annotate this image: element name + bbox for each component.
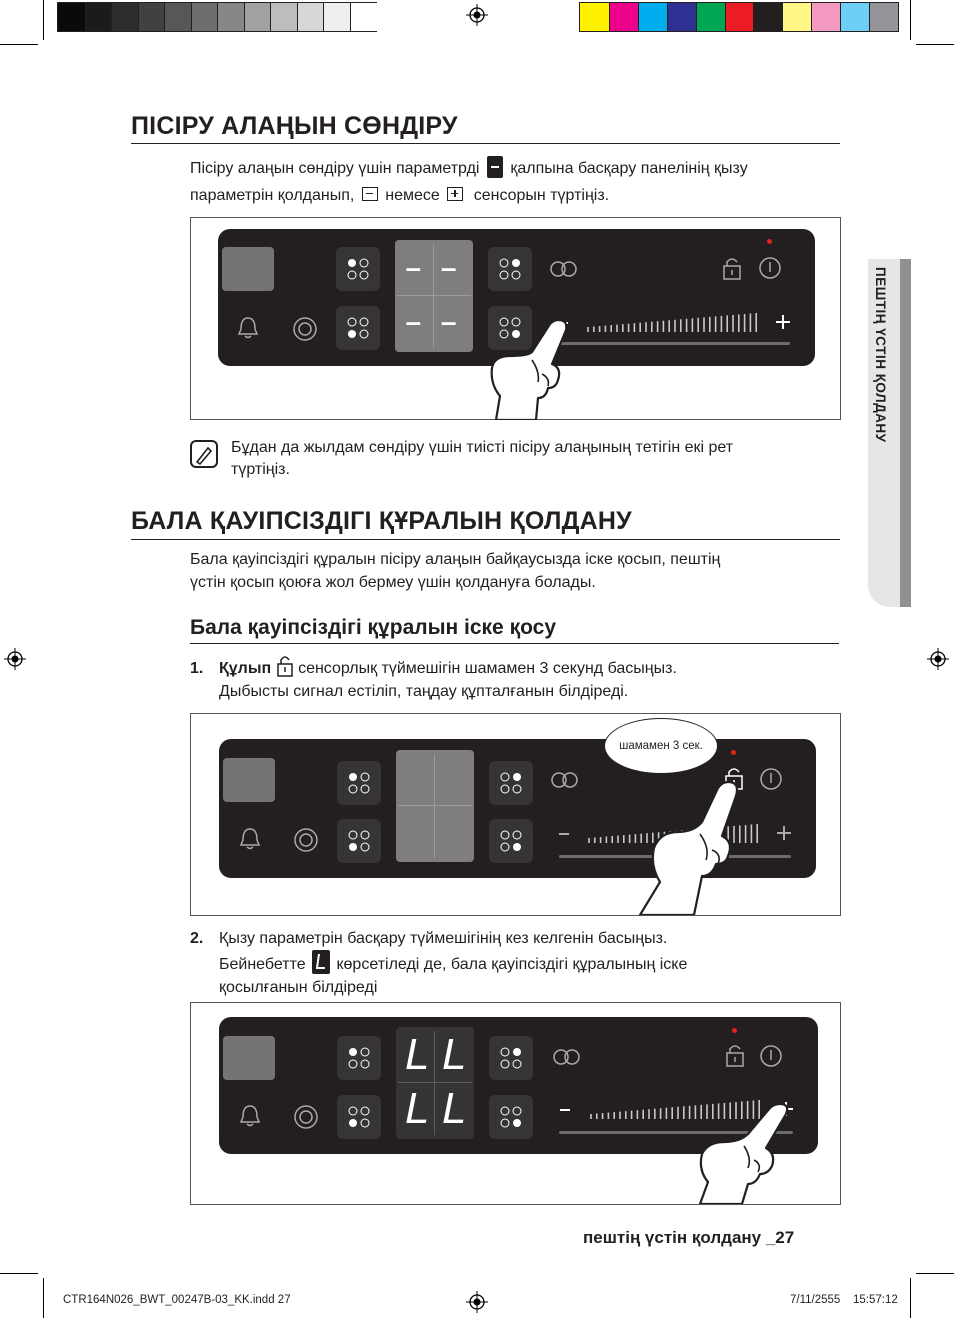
zone-key-rear-right[interactable] [488, 247, 532, 291]
zone-key-rear-left[interactable] [336, 247, 380, 291]
slider-minus-icon[interactable] [560, 1109, 570, 1111]
section1-line2-b: немесе [385, 187, 440, 204]
slider-minus-icon[interactable] [559, 833, 569, 835]
zone-key-rear-right[interactable] [489, 761, 533, 805]
bridge-zone-icon[interactable] [548, 260, 580, 278]
color-swatch [638, 3, 667, 31]
power-icon[interactable] [759, 1044, 783, 1068]
section1-rule [131, 143, 840, 144]
minus-button-icon [362, 187, 378, 201]
dual-zone-icon[interactable] [292, 826, 320, 854]
timer-bell-icon[interactable] [236, 1102, 264, 1130]
crop-mark [910, 1278, 911, 1318]
section2-line1: Бала қауіпсіздігі құралын пісіру алаңын байқаусызда іске қосып, пештің [190, 551, 721, 568]
dual-zone-icon[interactable] [291, 315, 319, 343]
section1-title: ПІСІРУ АЛАҢЫН СӨНДІРУ [131, 112, 458, 140]
grey-color-bar [57, 2, 377, 32]
color-swatch [191, 3, 218, 31]
section1-line2-a: параметрін қолданып, [190, 187, 355, 204]
lock-indicator-light [767, 239, 772, 244]
side-tab-bar [900, 259, 911, 607]
zone-key-front-right[interactable] [489, 819, 533, 863]
display-dashes-top: – – [405, 252, 463, 283]
panel-blank-key [222, 247, 274, 291]
step1-line1 [219, 657, 677, 681]
panel-blank-key [223, 1036, 275, 1080]
color-swatch [811, 3, 840, 31]
subtitle-rule [190, 643, 839, 644]
registration-mark-icon [466, 4, 488, 26]
step2-text-c: қосылғанын білдіреді [219, 979, 378, 996]
color-swatch [782, 3, 811, 31]
step1-lock-label: Құлып [219, 660, 272, 677]
step2-number: 2. [190, 930, 204, 947]
crop-mark [916, 1273, 954, 1274]
color-swatch [85, 3, 112, 31]
crop-mark [43, 1278, 44, 1318]
registration-mark-icon [466, 1291, 488, 1313]
lock-inline-icon [276, 655, 294, 677]
color-swatch [323, 3, 350, 31]
bridge-zone-icon[interactable] [549, 771, 581, 789]
color-swatch [164, 3, 191, 31]
plus-button-icon [447, 187, 463, 201]
step1-text-a: сенсорлық түймешігін шамамен 3 секунд басыңыз. [298, 660, 677, 677]
zone-key-front-left[interactable] [337, 819, 381, 863]
slider-plus-icon[interactable] [776, 315, 790, 329]
step2-text-a: Қызу параметрін басқару түймешігінің кез келгенін басыңыз. [219, 930, 668, 947]
color-swatch [58, 3, 85, 31]
zone-key-front-left[interactable] [336, 306, 380, 350]
dual-zone-icon[interactable] [292, 1103, 320, 1131]
minus-display-icon [487, 156, 503, 178]
timer-bell-icon[interactable] [234, 314, 262, 342]
power-icon[interactable] [759, 767, 783, 791]
registration-mark-icon [927, 648, 949, 670]
side-tab-label-box [869, 267, 899, 597]
process-color-bar [579, 2, 899, 32]
zone-key-rear-right[interactable] [489, 1036, 533, 1080]
lock-icon[interactable] [721, 256, 743, 282]
lock-indicator-light [731, 750, 736, 755]
note-icon [190, 440, 218, 468]
section1-line1-a: Пісіру алаңын сөндіру үшін параметрді [190, 160, 480, 177]
print-file-info: CTR164N026_BWT_00247B-03_KK.indd 27 [63, 1294, 291, 1306]
heat-display-3 [396, 1027, 474, 1139]
lock-indicator-light [732, 1028, 737, 1033]
lock-icon[interactable] [724, 1043, 746, 1069]
section2-rule [131, 539, 840, 540]
section1-line1-b: қалпына басқару панелінің қызу [510, 160, 748, 177]
crop-mark [910, 0, 911, 40]
color-swatch [217, 3, 244, 31]
section1-note-line1: Бұдан да жылдам сөндіру үшін тиісті пісіру алаңының тетігін екі рет [231, 439, 734, 456]
display-lock-bottom-right: L [442, 1084, 467, 1133]
color-swatch [667, 3, 696, 31]
step2-text-b2: көрсетіледі де, бала қауіпсіздігі құралының іске [336, 956, 688, 974]
step1-text-b: Дыбысты сигнал естіліп, таңдау құпталғанын білдіреді. [219, 683, 629, 700]
print-date: 7/11/2555 [790, 1294, 841, 1306]
color-swatch [725, 3, 754, 31]
crop-mark [0, 1273, 38, 1274]
color-swatch [138, 3, 165, 31]
section2-subtitle: Бала қауіпсіздігі құралын іске қосу [190, 616, 556, 639]
display-lock-top-right: L [442, 1030, 467, 1079]
color-swatch [244, 3, 271, 31]
heat-slider-ticks[interactable] [586, 313, 762, 333]
finger-hand-icon [470, 316, 580, 420]
finger-hand-icon [686, 1100, 796, 1204]
step2-line2 [219, 953, 687, 977]
side-tab-label: ПЕШТІҢ ҮСТІН ҚОЛДАНУ [873, 267, 888, 443]
section1-line1 [190, 157, 748, 181]
color-swatch [609, 3, 638, 31]
crop-mark [43, 0, 44, 40]
color-swatch [580, 3, 609, 31]
registration-mark-icon [4, 648, 26, 670]
crop-mark [0, 44, 38, 45]
color-swatch [696, 3, 725, 31]
step2-text-b1: Бейнебетте [219, 956, 306, 974]
color-swatch [111, 3, 138, 31]
color-swatch [869, 3, 898, 31]
section2-line2: үстін қосып қоюға жол бермеу үшін қолдануға болады. [190, 574, 596, 591]
color-swatch [270, 3, 297, 31]
display-lock-top-left: L [405, 1030, 430, 1079]
display-dashes-bottom: – – [405, 306, 463, 337]
section1-note-line2: түртіңіз. [231, 461, 290, 478]
section2-title: БАЛА ҚАУІПСІЗДІГІ ҚҰРАЛЫН ҚОЛДАНУ [131, 507, 632, 535]
color-swatch [753, 3, 782, 31]
heat-display-1 [395, 240, 473, 352]
color-swatch [350, 3, 377, 31]
section1-line2-c: сенсорын түртіңіз. [473, 187, 610, 204]
hold-duration-bubble: шамамен 3 сек. [604, 718, 718, 774]
finger-hand-icon [632, 778, 752, 915]
slider-plus-icon[interactable] [777, 826, 791, 840]
zone-key-front-right[interactable] [489, 1095, 533, 1139]
display-lock-bottom-left: L [405, 1084, 430, 1133]
section1-line2 [190, 184, 609, 208]
color-swatch [297, 3, 324, 31]
panel-blank-key [223, 758, 275, 802]
heat-display-2 [396, 750, 474, 862]
power-icon[interactable] [758, 256, 782, 280]
step1-number: 1. [190, 660, 204, 677]
timer-bell-icon[interactable] [236, 825, 264, 853]
slider-track[interactable] [558, 342, 790, 345]
crop-mark [916, 44, 954, 45]
bridge-zone-icon[interactable] [551, 1048, 583, 1066]
zone-key-rear-left[interactable] [337, 1036, 381, 1080]
color-swatch [840, 3, 869, 31]
page-footer: пештің үстін қолдану _27 [583, 1228, 795, 1247]
zone-key-rear-left[interactable] [337, 761, 381, 805]
print-time: 15:57:12 [853, 1294, 898, 1306]
lock-display-icon [312, 950, 330, 974]
zone-key-front-left[interactable] [337, 1095, 381, 1139]
